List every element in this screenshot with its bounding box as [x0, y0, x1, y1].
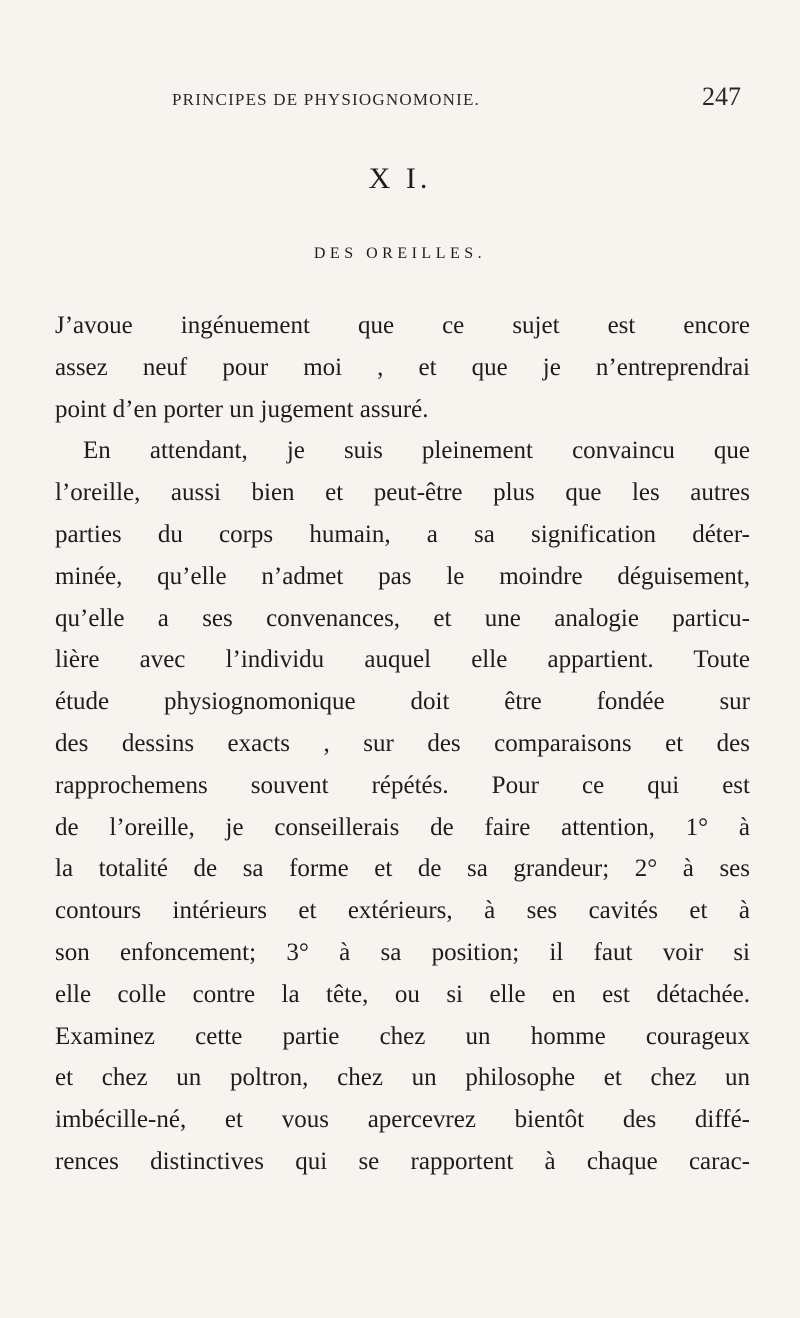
text-line: En attendant, je suis pleinement convaincu que [83, 437, 750, 465]
text-line: Examinez cette partie chez un homme courageux [55, 1022, 750, 1050]
text-line: et chez un poltron, chez un philosophe et chez un [55, 1064, 750, 1092]
text-line: son enfoncement; 3° à sa position; il faut voir si [55, 938, 750, 966]
chapter-number: X I. [368, 162, 432, 195]
text-line: imbécille-né, et vous apercevrez bientôt des diffé- [55, 1106, 750, 1134]
text-line: rences distinctives qui se rapportent à chaque carac- [55, 1147, 750, 1175]
text-line: point d’en porter un jugement assuré. [55, 395, 429, 423]
text-line: l’oreille, aussi bien et peut-être plus que les autres [55, 479, 750, 507]
text-line: étude physiognomonique doit être fondée sur [55, 688, 750, 716]
text-line: lière avec l’individu auquel elle appartient. Toute [55, 646, 750, 674]
text-line: contours intérieurs et extérieurs, à ses cavités et à [55, 897, 750, 925]
text-line: rapprochemens souvent répétés. Pour ce qui est [55, 771, 750, 799]
page-number: 247 [702, 82, 741, 111]
text-line: la totalité de sa forme et de sa grandeur; 2° à ses [55, 855, 750, 883]
text-line: qu’elle a ses convenances, et une analogie particu- [55, 604, 750, 632]
text-line: assez neuf pour moi , et que je n’entreprendrai [55, 353, 750, 381]
chapter-title: DES OREILLES. [313, 245, 487, 262]
text-line: elle colle contre la tête, ou si elle en est détachée. [55, 980, 750, 1008]
body-text [55, 305, 750, 1183]
text-line: parties du corps humain, a sa signification déter- [55, 520, 750, 548]
text-line: minée, qu’elle n’admet pas le moindre déguisement, [55, 562, 750, 590]
running-head: PRINCIPES DE PHYSIOGNOMONIE. [172, 90, 480, 109]
text-line: de l’oreille, je conseillerais de faire attention, 1° à [55, 813, 750, 841]
text-line: J’avoue ingénuement que ce sujet est encore [55, 312, 750, 339]
text-line: des dessins exacts , sur des comparaisons et des [55, 729, 750, 757]
